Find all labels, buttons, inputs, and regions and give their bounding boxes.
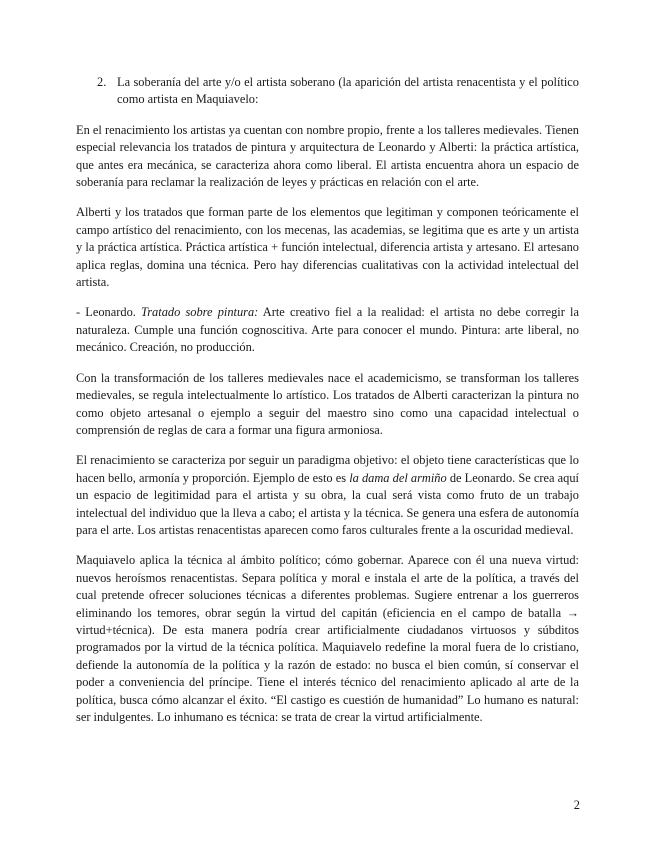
page-number: 2 — [573, 798, 580, 812]
paragraph-3-italic-title: Tratado sobre pintura: — [141, 305, 259, 320]
section-heading-text: La soberanía del arte y/o el artista soberano (la aparición del artista renacentista y el político como artista en Maquiavelo: — [117, 75, 579, 107]
paragraph-5-suffix: de Leonardo. Se crea aquí un espacio de legitimidad para el artista y su obra, la cual será vista como fruto de un trabajo intelectual del individuo que la lleva a cabo; el artista y la técnica. Se genera una esfera de autonomía para el arte. Los artistas renacentistas aparecen como faros culturales frente a la oscuridad medieval. — [76, 470, 579, 537]
section-number: 2. — [97, 75, 107, 89]
paragraph-4: Con la transformación de los talleres medievales nace el academicismo, se transforman los talleres medievales, se regula intelectualmente lo artístico. Los tratados de Alberti caracterizan la pintura no como objeto artesanal o ejemplo a seguir del maestro sino como una capacidad intelectual o comprensión de reglas de cara a formar una figura armoniosa. — [76, 370, 579, 437]
paragraph-3-suffix: Arte creativo fiel a la realidad: el artista no debe corregir la naturaleza. Cumple una función cognoscitiva. Arte para conocer el mundo. Pintura: arte liberal, no mecánico. Creación, no producción. — [76, 305, 579, 355]
page-body — [76, 74, 579, 739]
paragraph-2: Alberti y los tratados que forman parte de los elementos que legitiman y componen teóricamente el campo artístico del renacimiento, con los mecenas, las academias, se legitima que es arte y un artista y la práctica artística. Práctica artística + función intelectual, diferencia artista y artesano. El artesano aplica reglas, domina una técnica. Pero hay diferencias cualitativas con la actividad intelectual del artista. — [76, 205, 579, 290]
paragraph-3-prefix: - Leonardo. — [76, 305, 142, 320]
paragraph-1: En el renacimiento los artistas ya cuentan con nombre propio, frente a los talleres medievales. Tienen especial relevancia los tratados de pintura y arquitectura de Leonardo y Alberti: la práctica artística, que antes era mecánica, se caracteriza ahora como liberal. El artista encuentra ahora un espacio de soberanía para reclamar la realización de leyes y prácticas en relación con el arte. — [76, 122, 579, 190]
paragraph-5-italic-title: la dama del armiño — [349, 470, 447, 485]
paragraph-3 — [76, 304, 579, 356]
paragraph-6: Maquiavelo aplica la técnica al ámbito político; cómo gobernar. Aparece con él una nueva virtud: nuevos heroísmos renacentistas. Separa política y moral e instala el arte de la política, a través del cual pretende ofrecer soluciones técnicas a diferentes problemas. Sugiere entrenar a los guerreros eliminando los temores, obrar según la virtud del capitán (eficiencia en el campo de batalla → virtud+técnica). De esta manera podría crear artificialmente ciudadanos virtuosos y súbditos programados por la virtud de la técnica política. Maquiavelo redefine la moral fuera de lo cristiano, defiende la autonomía de la política y la razón de estado: no busca el bien común, sí conservar el poder a conveniencia del príncipe. Tiene el interés técnico del renacimiento aplicado al arte de la política, busca cómo alcanzar el éxito. “El castigo es cuestión de humanidad” Lo humano es natural: ser indulgentes. Lo inhumano es técnica: se trata de crear la virtud artificialmente. — [76, 553, 579, 724]
paragraph-5-prefix: El renacimiento se caracteriza por seguir un paradigma objetivo: el objeto tiene características que lo hacen bello, armonía y proporción. Ejemplo de esto es — [76, 453, 579, 485]
section-heading — [97, 74, 579, 109]
paragraph-5 — [76, 452, 579, 539]
